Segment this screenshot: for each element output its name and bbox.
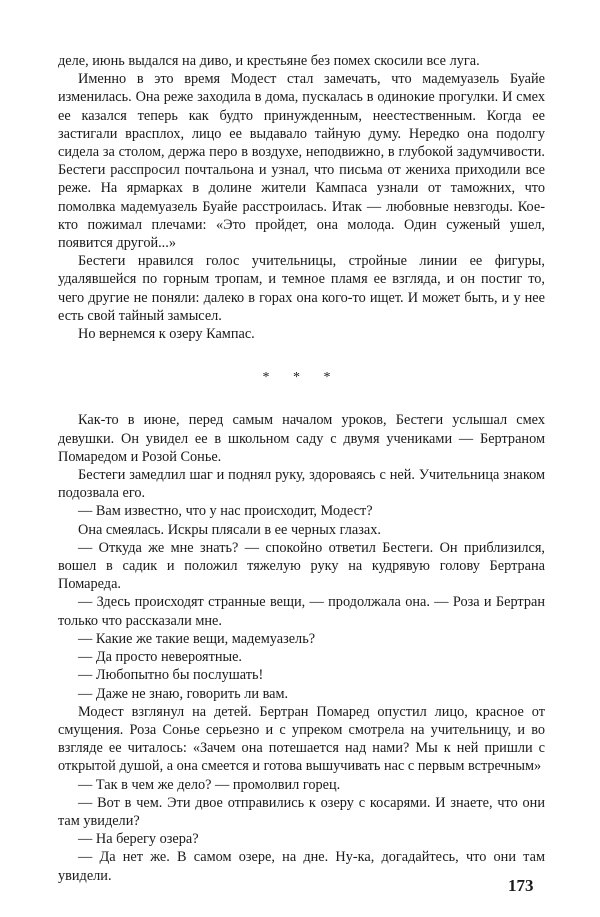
dialogue-line: — Здесь происходят странные вещи, — продолжала она. — Роза и Бертран только что рассказали мне. (58, 594, 545, 629)
dialogue-line: — Любопытно бы послушать! (78, 667, 264, 684)
dialogue-line: — Какие же такие вещи, мадемуазель? (78, 630, 316, 647)
dialogue-line: — Вам известно, что у нас происходит, Модест? (78, 503, 373, 520)
dialogue-line: — Да нет же. В самом озере, на дне. Ну-ка, догадайтесь, что они там увидели. (58, 849, 545, 884)
dialogue-line: — Так в чем же дело? — промолвил горец. (78, 776, 341, 793)
paragraph: Она смеялась. Искры плясали в ее черных глазах. (78, 521, 381, 538)
paragraph: Бестеги замедлил шаг и поднял руку, здороваясь с ней. Учительница знаком подозвала его. (58, 467, 545, 502)
section-separator: * * * (262, 370, 341, 386)
dialogue-line: — Даже не знаю, говорить ли вам. (78, 685, 289, 702)
page-number: 173 (508, 876, 534, 895)
page-body (58, 52, 545, 892)
dialogue-line: — На берегу озера? (78, 831, 199, 848)
paragraph: Как-то в июне, перед самым началом уроков, Бестеги услышал смех девушки. Он увидел ее в школьном саду с двумя учениками — Бертраном Помаредом и Розой Сонье. (58, 412, 545, 465)
paragraph: Но вернемся к озеру Кампас. (78, 326, 255, 343)
paragraph: Модест взглянул на детей. Бертран Помаред опустил лицо, красное от смущения. Роза Сонье серьезно и с упреком смотрела на учительницу, и во взгляде ее читалось: «Зачем она потешается над нами? Мы к ней пришли с открытой душой, а она смеется и готова вышучивать нас с первым встречным» (58, 703, 545, 775)
dialogue-line: — Вот в чем. Эти двое отправились к озеру с косарями. И знаете, что они там увидели? (58, 794, 545, 829)
dialogue-line: — Откуда же мне знать? — спокойно ответил Бестеги. Он приблизился, вошел в садик и положил тяжелую руку на кудрявую голову Бертрана Помареда. (58, 539, 545, 593)
paragraph: Бестеги нравился голос учительницы, стройные линии ее фигуры, удалявшейся по горным тропам, и темное пламя ее взгляда, и он постиг то, чего другие не поняли: далеко в горах она кого-то ищет. И может быть, и у нее есть свой тайный замысел. (58, 253, 545, 324)
paragraph: Именно в это время Модест стал замечать, что мадемуазель Буайе изменилась. Она реже заходила в дома, пускалась в одинокие прогулки. И смех ее казался теперь как будто принужденным, неестественным. Когда ее застигали врасплох, лицо ее выдавало тайную думу. Нередко она подолгу сидела за столом, держа перо в воздухе, неподвижно, в глубокой задумчивости. Бестеги расспросил почтальона и узнал, что письма от жениха приходили все реже. На ярмарках в долине жители Кампаса узнали от таможних, что помолвка мадемуазель Буайе расстроилась. Итак — любовные невзгоды. Кое-кто пожимал плечами: «Это пройдет, она молода. Один суженый ушел, появится другой...» (58, 71, 545, 252)
paragraph: деле, июнь выдался на диво, и крестьяне без помех скосили все луга. (58, 53, 480, 69)
dialogue-line: — Да просто невероятные. (78, 649, 243, 666)
